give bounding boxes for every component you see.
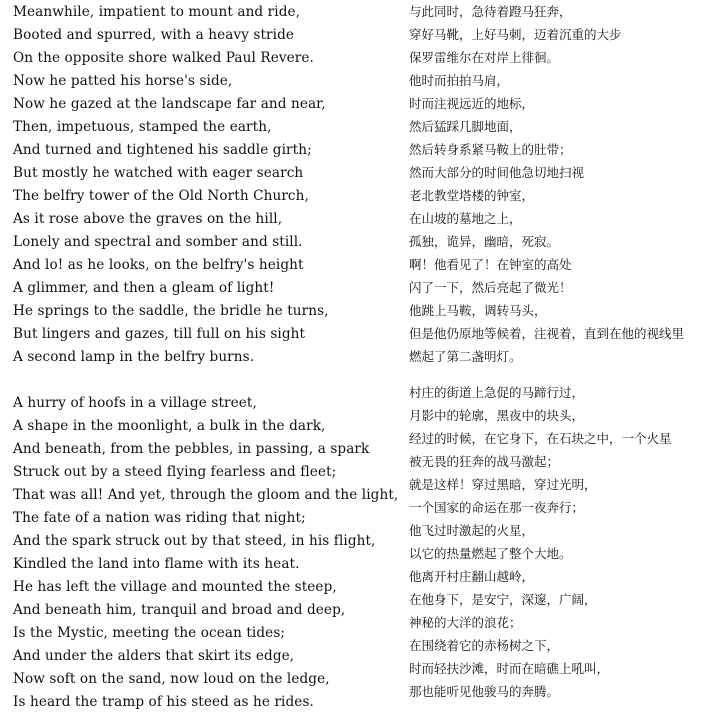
chinese-line: 闪了一下，然后亮起了微光！ (409, 280, 572, 295)
english-line: He springs to the saddle, the bridle he turns, (13, 303, 329, 319)
chinese-line: 被无畏的狂奔的战马激起； (409, 454, 560, 469)
english-line: But mostly he watched with eager search (13, 165, 304, 181)
english-line: But lingers and gazes, till full on his sight (13, 326, 306, 342)
english-line: Is the Mystic, meeting the ocean tides; (13, 625, 286, 641)
chinese-line: 然而大部分的时间他急切地扫视 (409, 165, 585, 180)
english-line: Then, impetuous, stamped the earth, (13, 119, 272, 135)
chinese-line: 在围绕着它的赤杨树之下， (409, 638, 560, 653)
chinese-stanza-1 (409, 0, 684, 368)
english-line: Is heard the tramp of his steed as he rides. (13, 694, 314, 710)
chinese-line: 他离开村庄翻山越岭， (409, 569, 535, 584)
english-line: Meanwhile, impatient to mount and ride, (13, 4, 301, 20)
chinese-stanza-2 (409, 381, 672, 703)
english-stanza-2 (13, 392, 398, 714)
english-line: A glimmer, and then a gleam of light! (13, 280, 275, 296)
chinese-line: 燃起了第二盏明灯。 (409, 349, 522, 364)
english-line: And beneath him, tranquil and broad and deep, (13, 602, 346, 618)
english-line: Now he gazed at the landscape far and near, (13, 96, 326, 112)
chinese-line: 神秘的大洋的浪花； (409, 615, 522, 630)
english-line: A second lamp in the belfry burns. (13, 349, 255, 365)
chinese-line: 穿好马靴，上好马刺，迈着沉重的大步 (409, 27, 622, 42)
english-line: And lo! as he looks, on the belfry's height (13, 257, 304, 273)
chinese-line: 一个国家的命运在那一夜奔行； (409, 500, 585, 515)
chinese-line: 与此同时，急待着蹬马狂奔， (409, 4, 572, 19)
english-line: Lonely and spectral and somber and still. (13, 234, 303, 250)
english-stanza-1 (13, 1, 329, 369)
chinese-line: 然后转身系紧马鞍上的肚带； (409, 142, 572, 157)
english-line: As it rose above the graves on the hill, (13, 211, 283, 227)
english-line: Kindled the land into flame with its heat. (13, 556, 300, 572)
chinese-line: 他时而拍拍马肩， (409, 73, 510, 88)
chinese-line: 他跳上马鞍，调转马头， (409, 303, 547, 318)
chinese-line: 在山坡的墓地之上， (409, 211, 522, 226)
chinese-line: 那也能听见他骏马的奔腾。 (409, 684, 560, 699)
english-line: Booted and spurred, with a heavy stride (13, 27, 295, 43)
chinese-line: 以它的热量燃起了整个大地。 (409, 546, 572, 561)
english-line: On the opposite shore walked Paul Revere. (13, 50, 314, 66)
english-line: The belfry tower of the Old North Church, (13, 188, 309, 204)
english-line: A hurry of hoofs in a village street, (13, 395, 257, 411)
chinese-line: 保罗雷维尔在对岸上徘徊。 (409, 50, 560, 65)
english-line: That was all! And yet, through the gloom and the light, (13, 487, 399, 503)
english-line: And beneath, from the pebbles, in passing, a spark (13, 441, 370, 457)
chinese-line: 时而轻扶沙滩，时而在暗礁上吼叫， (409, 661, 610, 676)
english-line: And the spark struck out by that steed, in his flight, (13, 533, 376, 549)
chinese-line: 然后猛踩几脚地面， (409, 119, 522, 134)
chinese-line: 月影中的轮廓，黑夜中的块头， (409, 408, 585, 423)
english-line: Now soft on the sand, now loud on the ledge, (13, 671, 330, 687)
chinese-line: 经过的时候，在它身下，在石块之中，一个火星 (409, 431, 672, 446)
chinese-line: 他飞过时激起的火星， (409, 523, 535, 538)
english-line: Now he patted his horse's side, (13, 73, 233, 89)
english-line: And turned and tightened his saddle girth; (13, 142, 312, 158)
chinese-line: 在他身下，是安宁，深邃，广阔， (409, 592, 597, 607)
chinese-line: 但是他仍原地等候着，注视着，直到在他的视线里 (409, 326, 685, 341)
chinese-line: 时而注视远近的地标， (409, 96, 535, 111)
chinese-line: 村庄的街道上急促的马蹄行过， (409, 385, 585, 400)
english-line: He has left the village and mounted the steep, (13, 579, 337, 595)
chinese-line: 老北教堂塔楼的钟室， (409, 188, 535, 203)
english-line: Struck out by a steed flying fearless and fleet; (13, 464, 337, 480)
chinese-line: 就是这样！穿过黑暗，穿过光明， (409, 477, 597, 492)
english-line: The fate of a nation was riding that night; (13, 510, 306, 526)
chinese-line: 孤独，诡异，幽暗，死寂。 (409, 234, 560, 249)
english-line: And under the alders that skirt its edge, (13, 648, 295, 664)
english-line: A shape in the moonlight, a bulk in the dark, (13, 418, 326, 434)
chinese-line: 啊！他看见了！在钟室的高处 (409, 257, 572, 272)
